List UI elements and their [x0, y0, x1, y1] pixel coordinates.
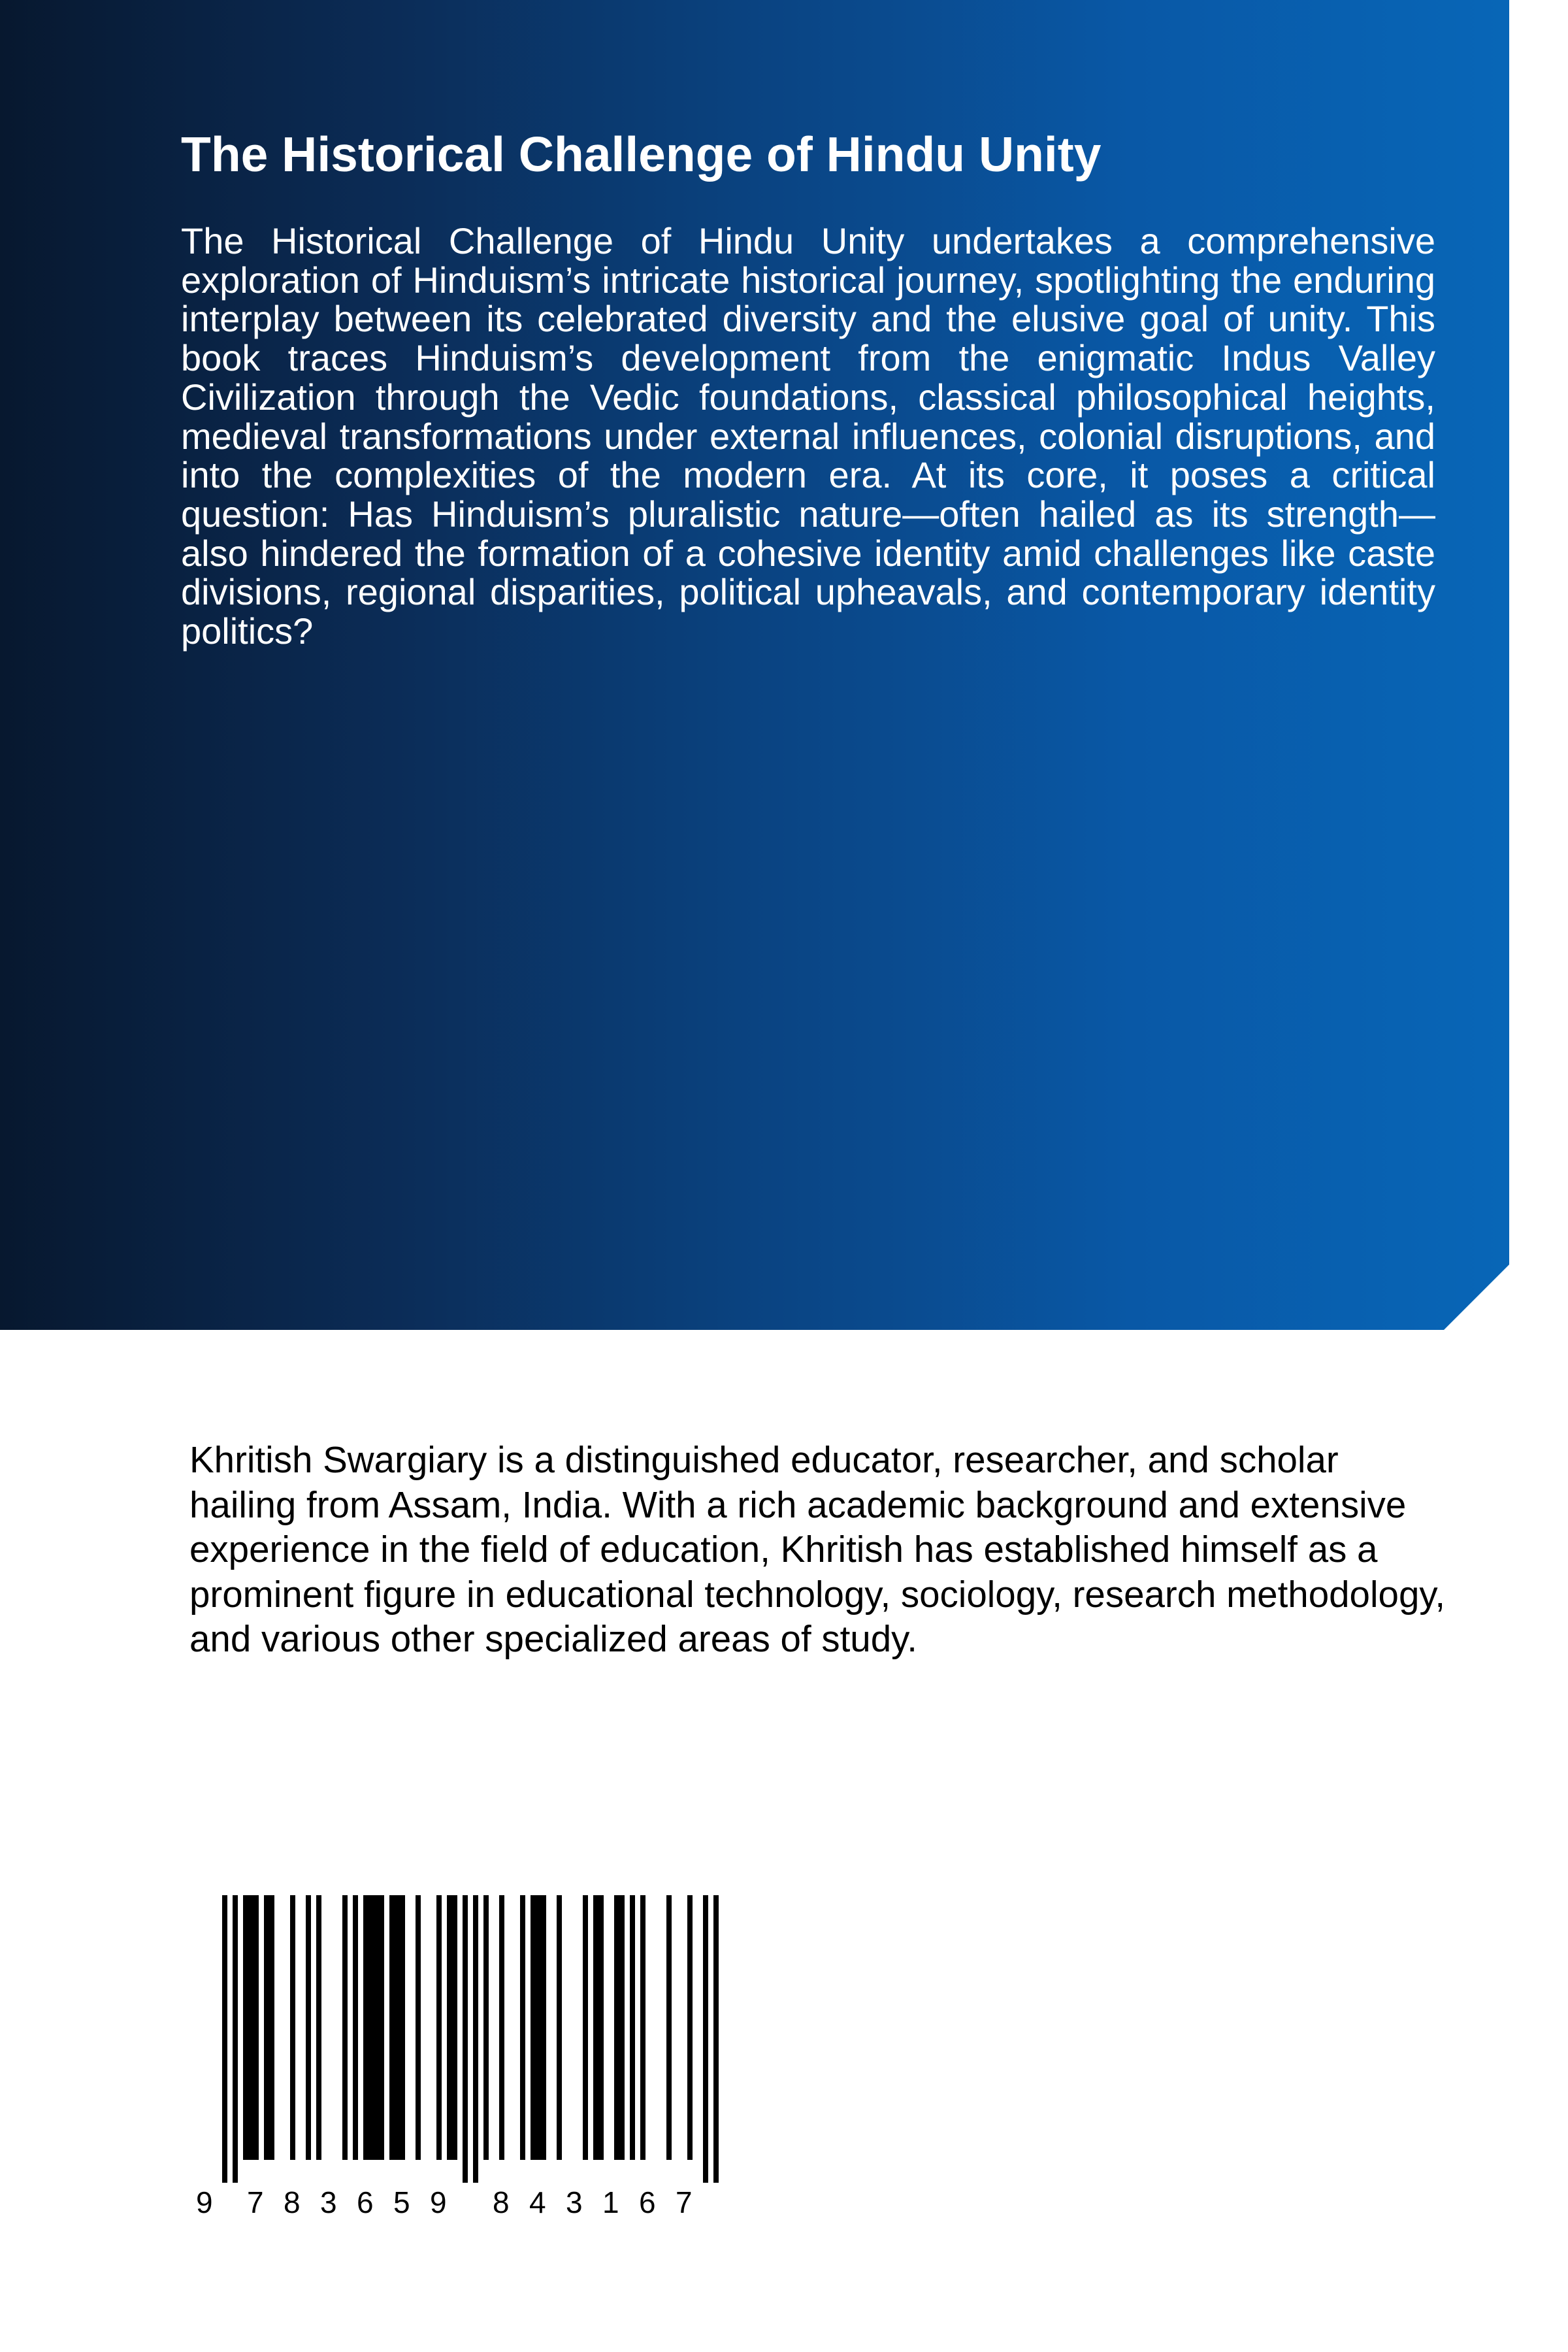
book-title: The Historical Challenge of Hindu Unity: [181, 127, 1102, 182]
book-description: The Historical Challenge of Hindu Unity undertakes a comprehensive exploration of Hinduism’s intricate historical journey, spotlighting the enduring interplay between its celebrated diversity and the elusive goal of unity. This book traces Hinduism’s development from the enigmatic Indus Valley Civilization through the Vedic foundations, classical philosophical heights, medieval transformations under external influences, colonial disruptions, and into the complexities of the modern era. At its core, it poses a critical question: Has Hinduism’s pluralistic nature—often hailed as its strength—also hindered the formation of a cohesive identity amid challenges like caste divisions, regional disparities, political upheavals, and contemporary identity politics?: [181, 220, 1435, 652]
barcode-bar: [473, 1895, 478, 2183]
barcode-bar: [531, 1895, 546, 2160]
isbn-barcode: [196, 1895, 745, 2222]
barcode-bar: [483, 1895, 489, 2160]
barcode-bar: [557, 1895, 562, 2160]
barcode-bar: [640, 1895, 645, 2160]
barcode-bar: [389, 1895, 405, 2160]
barcode-bar: [233, 1895, 238, 2183]
isbn-digit: 3: [566, 2185, 583, 2219]
barcode-bar: [614, 1895, 625, 2160]
barcode-bar: [499, 1895, 504, 2160]
barcode-bars: [196, 1895, 745, 2183]
isbn-digit: 3: [320, 2185, 337, 2219]
isbn-digit: 9: [430, 2185, 447, 2219]
isbn-digit: 8: [284, 2185, 301, 2219]
barcode-bar: [290, 1895, 295, 2160]
barcode-bar: [306, 1895, 311, 2160]
isbn-digit: 7: [247, 2185, 264, 2219]
barcode-bar: [593, 1895, 604, 2160]
barcode-bar: [222, 1895, 227, 2183]
barcode-bar: [243, 1895, 259, 2160]
barcode-bar: [342, 1895, 348, 2160]
isbn-digit: 4: [529, 2185, 546, 2219]
barcode-bar: [363, 1895, 384, 2160]
barcode-bar: [463, 1895, 468, 2183]
barcode-bar: [520, 1895, 525, 2160]
barcode-bar: [630, 1895, 635, 2160]
barcode-bar: [687, 1895, 693, 2160]
isbn-digit: 7: [676, 2185, 693, 2219]
isbn-digit: 6: [639, 2185, 656, 2219]
barcode-bar: [264, 1895, 274, 2160]
isbn-digits: [196, 2183, 745, 2222]
isbn-digit: 5: [393, 2185, 410, 2219]
barcode-bar: [416, 1895, 421, 2160]
barcode-bar: [447, 1895, 457, 2160]
isbn-digit: 6: [357, 2185, 374, 2219]
isbn-digit: 9: [196, 2185, 213, 2219]
author-bio: Khritish Swargiary is a distinguished educator, researcher, and scholar hailing from Assam, India. With a rich academic background and extensive experience in the field of education, Khritish has established himself as a prominent figure in educational technology, sociology, research methodology, and various other specialized areas of study.: [189, 1439, 1446, 1659]
barcode-bar: [316, 1895, 321, 2160]
barcode-bar: [436, 1895, 442, 2160]
barcode-bar: [583, 1895, 588, 2160]
barcode-bar: [353, 1895, 358, 2160]
isbn-digit: 8: [493, 2185, 510, 2219]
isbn-digit: 1: [602, 2185, 619, 2219]
barcode-bar: [713, 1895, 719, 2183]
barcode-bar: [703, 1895, 708, 2183]
barcode-bar: [666, 1895, 672, 2160]
